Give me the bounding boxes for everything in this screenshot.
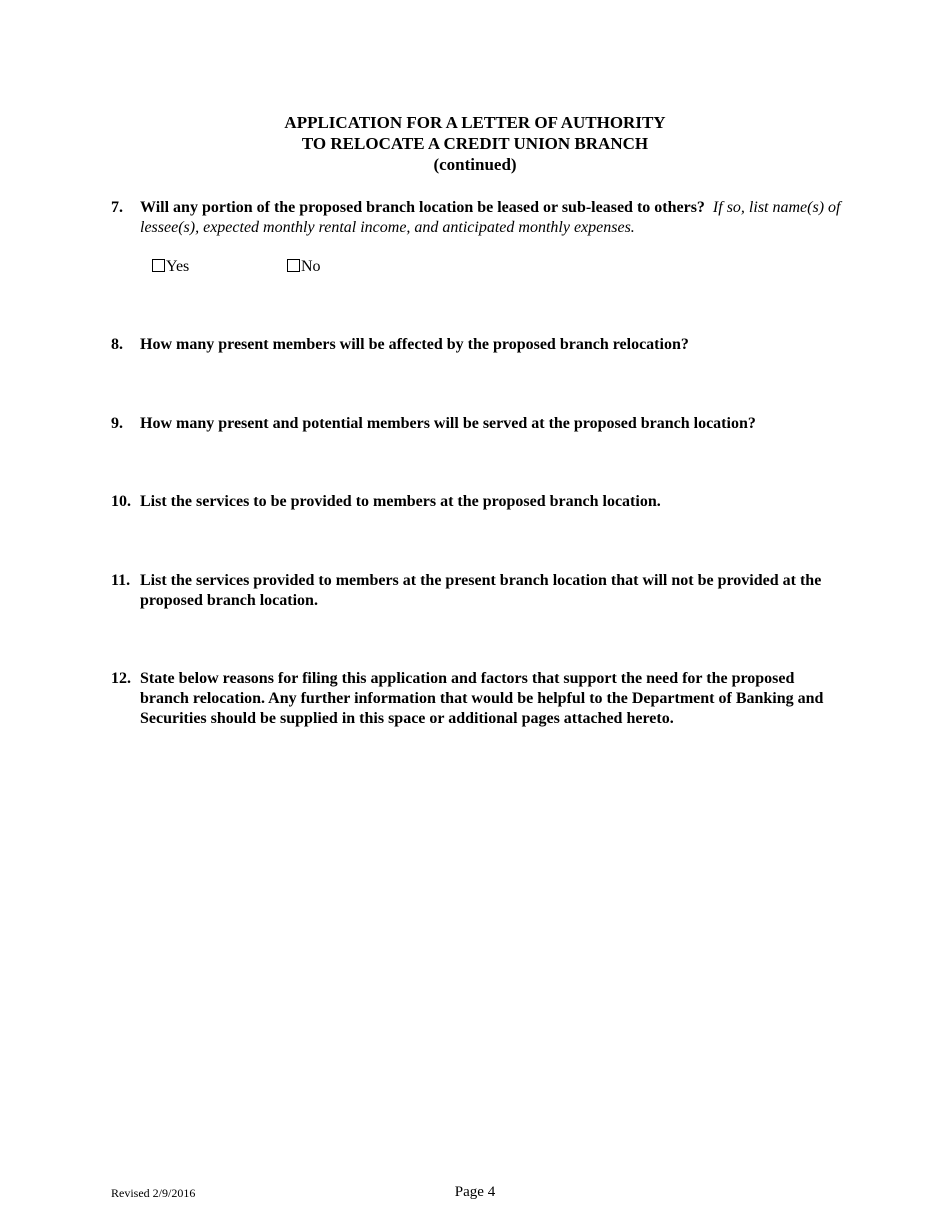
yes-checkbox[interactable] <box>152 259 165 272</box>
question-7-text <box>140 198 841 238</box>
no-checkbox-option[interactable] <box>287 257 321 277</box>
question-11-number: 11. <box>111 572 131 589</box>
page-title <box>0 112 950 175</box>
question-9-text: How many present and potential members will be served at the proposed branch location? <box>140 415 756 432</box>
yes-label: Yes <box>166 258 190 275</box>
question-9 <box>111 414 841 434</box>
question-7 <box>111 198 841 238</box>
question-11-text: List the services provided to members at the present branch location that will not be provided at the proposed branch location. <box>140 572 822 609</box>
title-line-3: (continued) <box>433 155 517 174</box>
no-label: No <box>301 258 321 275</box>
question-7-number: 7. <box>111 199 123 216</box>
question-12 <box>111 669 841 729</box>
question-9-number: 9. <box>111 415 123 432</box>
question-11 <box>111 571 841 611</box>
title-line-2: TO RELOCATE A CREDIT UNION BRANCH <box>301 134 649 153</box>
question-8-number: 8. <box>111 336 123 353</box>
question-10 <box>111 492 841 512</box>
question-12-number: 12. <box>111 670 131 687</box>
question-10-text: List the services to be provided to members at the proposed branch location. <box>140 493 661 510</box>
question-7-italic-text: If so, list name(s) of lessee(s), expected monthly rental income, and anticipated monthly expenses. <box>140 199 841 236</box>
question-8 <box>111 335 841 355</box>
title-line-1: APPLICATION FOR A LETTER OF AUTHORITY <box>284 113 666 132</box>
question-7-bold-text: Will any portion of the proposed branch location be leased or sub-leased to others? <box>140 199 705 216</box>
yes-checkbox-option[interactable] <box>152 257 189 277</box>
no-checkbox[interactable] <box>287 259 300 272</box>
question-10-number: 10. <box>111 493 131 510</box>
question-8-text: How many present members will be affected by the proposed branch relocation? <box>140 336 689 353</box>
page-number: Page 4 <box>454 1184 496 1200</box>
question-12-text: State below reasons for filing this application and factors that support the need for the proposed branch relocation. Any further information that would be helpful to the Department of Banking and Securities should be supplied in this space or additional pages attached hereto. <box>140 670 824 727</box>
revised-date: Revised 2/9/2016 <box>111 1186 196 1200</box>
